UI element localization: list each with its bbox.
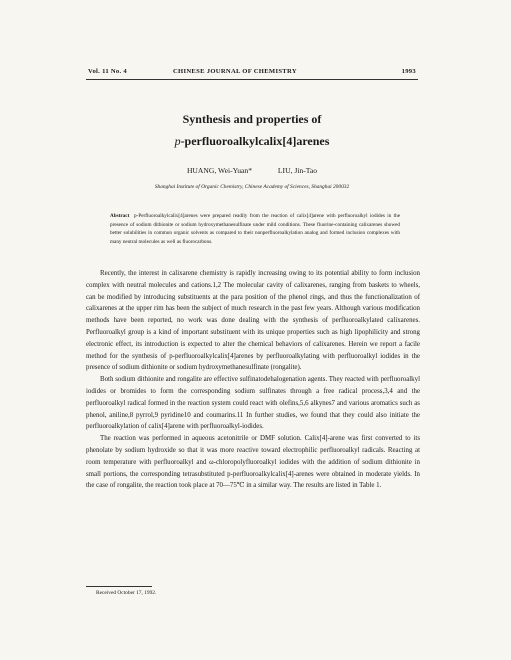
footnote-rule bbox=[86, 586, 152, 587]
title-line-1: Synthesis and properties of bbox=[182, 112, 322, 126]
title-line-2-text: -perfluoroalkylcalix[4]arenes bbox=[180, 134, 330, 148]
paragraph-2: Both sodium dithionite and rongalite are effective sulfinatodehalogenation agents. They reacted with perfluoroalkyl iodides or bromides to form the corresponding sodium sulfinates through a free radical process,3,4 and the perfluoroalkyl radical formed in the reaction system could react with olefins,5,6 alkynes7 and various aromatics such as phenol, aniline,8 pyrrol,9 pyridine10 and coumarins.11 In further studies, we found that they could also initiate the perfluoroalkylation of calix[4]arene with perfluoroalkyl-iodides. bbox=[86, 376, 420, 431]
volume-label: Vol. 11 No. 4 bbox=[88, 68, 128, 75]
author-2: LIU, Jin-Tao bbox=[277, 166, 318, 175]
paragraph-3: The reaction was performed in aqueous acetonitrile or DMF solution. Calix[4]-arene was first converted to its phenolate by sodium hydroxide so that it was more reactive toward electrophilic perfluoroalkyl radicals. Reacting at room temperature with perfluoroalkyl and ω-chloropolyfluoroalkyl iodides with the addition of sodium dithionite in small portions, the corresponding tetrasubstituted p-perfluoroalkylcalix[4]-arenes were obtained in moderate yields. In the case of rongalite, the reaction took place at 70—75℃ in a similar way. The results are listed in Table 1. bbox=[86, 435, 420, 490]
abstract-label: Abstract bbox=[110, 213, 130, 219]
page-number: 1993 bbox=[401, 68, 416, 75]
paragraph-1: Recently, the interest in calixarene chemistry is rapidly increasing owing to its potential ability to form inclusion complex with neutral molecules and cations.1,2 The molecular cavity of calixarenes, ranging from baskets to wheels, can be modified by introducing substituents at the para position of the phenol rings, and thus the functionalization of calixarenes at the upper rim has been the subject of much research in the past few years. Although various modification methods have been reported, no work was done dealing with the synthesis of perfluoroalkylated calixarenes. Perfluoroalkyl group is a kind of important substituent with its unique properties such as high lipophilicity and strong electronic effect, its introduction is expected to alter the chemical behaviors of calixarenes. Herein we report a facile method for the synthesis of p-perfluoroalkylcalix[4]arenes by perfluoroalkylating with perfluoroalkyl iodides in the presence of sodium dithionite or sodium hydroxymethanesulfinate (rongalite). bbox=[86, 270, 420, 372]
journal-name: CHINESE JOURNAL OF CHEMISTRY bbox=[173, 68, 297, 75]
abstract bbox=[110, 212, 400, 246]
author-1: HUANG, Wei-Yuan* bbox=[186, 166, 253, 175]
authors bbox=[86, 166, 418, 175]
body-text bbox=[86, 268, 420, 492]
abstract-text: p-Perfluoroalkylcalix[4]arenes were prepared readily from the reaction of calix[4]arene with perfluoroalkyl iodides in the presence of sodium dithionite or sodium hydroxymethanesulfinate under mild conditions. These fluorine-containing calixarenes showed better solubilities in common organic solvents as compared to their nonperfluoroalkylation analog and formed inclusion complexes with many neutral molecules as well as fluorocarbons. bbox=[110, 213, 400, 245]
received-date: Received October 17, 1992. bbox=[96, 590, 157, 596]
title-para-prefix: p bbox=[174, 134, 181, 148]
affiliation: Shanghai Institute of Organic Chemistry, Chinese Academy of Sciences, Shanghai 200032 bbox=[154, 184, 350, 190]
title-line-2 bbox=[86, 134, 418, 149]
header-rule bbox=[86, 79, 418, 80]
